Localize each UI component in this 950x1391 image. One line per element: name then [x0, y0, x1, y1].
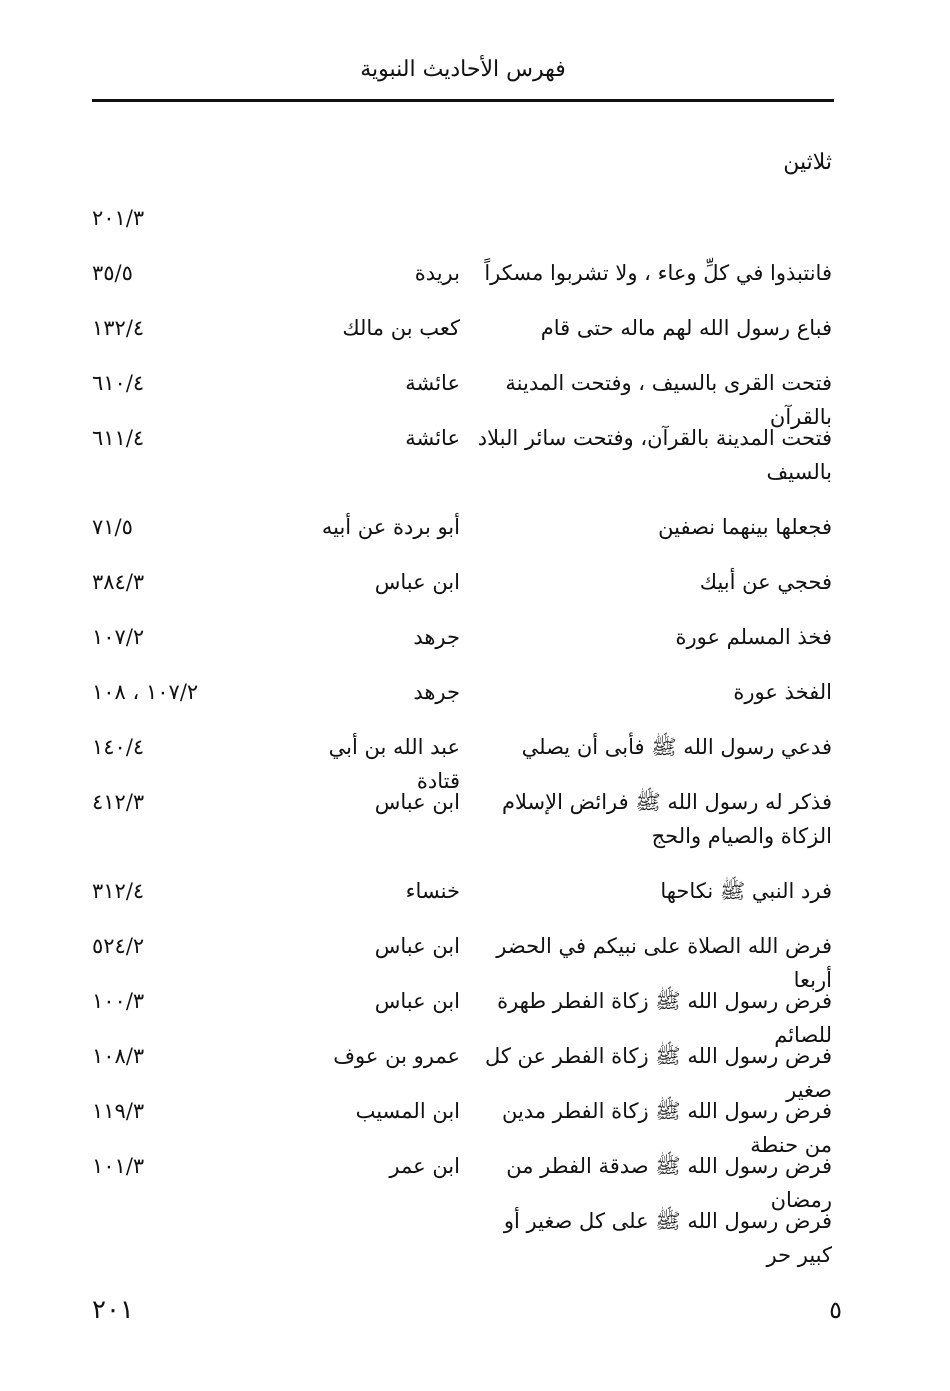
index-entry — [92, 421, 832, 493]
volume-page-reference: ٦١٠/٤ — [92, 371, 145, 395]
index-entry — [92, 929, 832, 992]
index-entry — [92, 510, 832, 548]
index-entry — [92, 620, 832, 658]
page-number: ٢٠١ — [92, 1295, 134, 1325]
narrator: عائشة — [405, 426, 460, 450]
volume-page-reference: ١٤٠/٤ — [92, 735, 145, 759]
index-entry — [92, 730, 832, 793]
volume-page-reference: ١٠١/٣ — [92, 1154, 145, 1178]
hadith-text: فانتبذوا في كلِّ وعاء ، ولا تشربوا مسكراً — [484, 261, 832, 285]
volume-page-reference: ١٠٧/٢ ، ١٠٨ — [92, 680, 199, 704]
index-entry — [92, 1039, 832, 1102]
narrator: ابن عباس — [374, 934, 460, 958]
volume-page-reference: ٣١٢/٤ — [92, 879, 145, 903]
hadith-text: فحجي عن أبيك — [699, 570, 832, 594]
narrator: ابن عباس — [374, 570, 460, 594]
index-entry — [92, 565, 832, 603]
index-entry — [92, 366, 832, 429]
index-entry — [92, 874, 832, 912]
narrator: عبد الله بن أبي قتادة — [328, 735, 460, 793]
hadith-text: فذكر له رسول الله ﷺ فرائض الإسلام الزكاة والصيام والحج — [502, 790, 832, 848]
index-entry — [92, 1204, 832, 1267]
hadith-text: فرض الله الصلاة على نبيكم في الحضر أربعا — [496, 934, 832, 992]
hadith-text: فرض رسول الله ﷺ على كل صغير أو كبير حر — [503, 1209, 832, 1267]
narrator: ابن عمر — [389, 1154, 460, 1178]
volume-page-reference: ١٠٨/٣ — [92, 1044, 145, 1068]
narrator: جرهد — [413, 625, 460, 649]
narrator: جرهد — [413, 680, 460, 704]
narrator: ابن عباس — [374, 989, 460, 1013]
index-entry — [92, 675, 832, 713]
volume-page-reference: ١١٩/٣ — [92, 1099, 145, 1123]
hadith-text: الفخذ عورة — [733, 680, 832, 704]
hadith-text: فرض رسول الله ﷺ زكاة الفطر مدين من حنطة — [501, 1099, 832, 1157]
continuation-text: ثلاثين — [783, 150, 832, 175]
narrator: أبو بردة عن أبيه — [321, 515, 460, 539]
index-entry — [92, 256, 832, 294]
index-entry — [92, 311, 832, 349]
volume-page-reference: ٥٢٤/٢ — [92, 934, 145, 958]
volume-page-reference: ٢٠١/٣ — [92, 206, 145, 230]
hadith-text: فرض رسول الله ﷺ زكاة الفطر عن كل صغير — [484, 1044, 832, 1102]
volume-page-reference: ١٠٠/٣ — [92, 989, 145, 1013]
hadith-index-list — [92, 201, 832, 1267]
narrator: كعب بن مالك — [342, 316, 460, 340]
volume-page-reference: ٣٥/٥ — [92, 261, 133, 285]
hadith-text: فخذ المسلم عورة — [675, 625, 832, 649]
index-entry — [92, 785, 832, 857]
hadith-text: فرض رسول الله ﷺ زكاة الفطر طهرة للصائم — [497, 989, 832, 1047]
volume-page-reference: ٧١/٥ — [92, 515, 133, 539]
header-rule — [92, 99, 834, 102]
narrator: بريدة — [414, 261, 460, 285]
narrator: ابن المسيب — [355, 1099, 460, 1123]
volume-page-reference: ٣٨٤/٣ — [92, 570, 145, 594]
narrator: عائشة — [405, 371, 460, 395]
index-entry — [92, 1094, 832, 1157]
volume-page-reference: ١٠٧/٢ — [92, 625, 145, 649]
hadith-text: فرض رسول الله ﷺ صدقة الفطر من رمضان — [506, 1154, 832, 1212]
hadith-text: فتحت المدينة بالقرآن، وفتحت سائر البلاد بالسيف — [477, 426, 832, 484]
index-entry — [92, 984, 832, 1047]
volume-page-reference: ٤١٢/٣ — [92, 790, 145, 814]
volume-number: ٥ — [829, 1296, 842, 1324]
narrator: ابن عباس — [374, 790, 460, 814]
hadith-text: فجعلها بينهما نصفين — [658, 515, 832, 539]
hadith-text: فرد النبي ﷺ نكاحها — [660, 879, 832, 903]
volume-page-reference: ١٣٢/٤ — [92, 316, 145, 340]
hadith-text: فدعي رسول الله ﷺ فأبى أن يصلي — [521, 735, 832, 759]
index-entry — [92, 201, 832, 239]
index-entry — [92, 1149, 832, 1212]
hadith-text: فباع رسول الله لهم ماله حتى قام — [540, 316, 832, 340]
volume-page-reference: ٦١١/٤ — [92, 426, 145, 450]
narrator: عمرو بن عوف — [333, 1044, 460, 1068]
running-header: فهرس الأحاديث النبوية — [360, 57, 566, 82]
narrator: خنساء — [405, 879, 460, 903]
hadith-text: فتحت القرى بالسيف ، وفتحت المدينة بالقرآن — [505, 371, 832, 429]
